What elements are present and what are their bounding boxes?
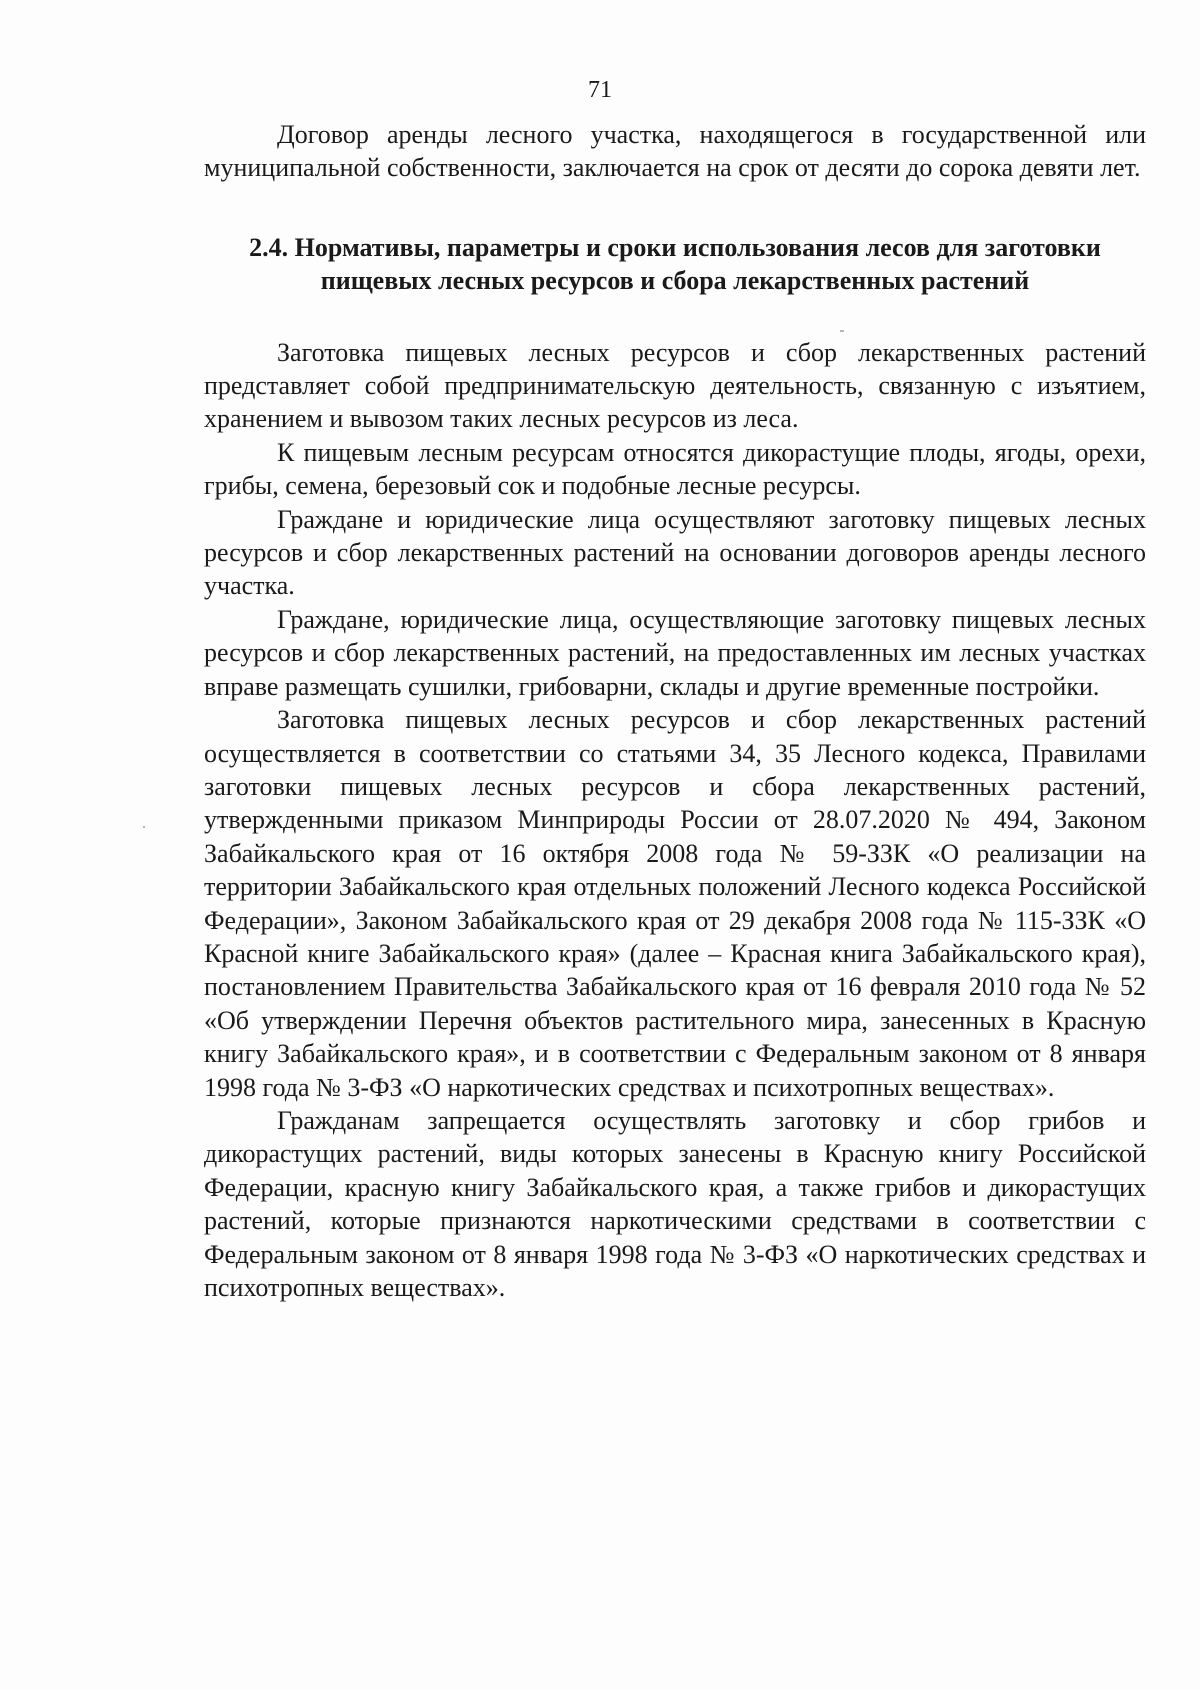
body-paragraph: Гражданам запрещается осуществлять заготовку и сбор грибов и дикорастущих растений, виды которых занесены в Красную книгу Российской Федерации, красную книгу Забайкальского края, а также грибов и дикорастущих растений, которые признаются наркотическими средствами в соответствии с Федеральным законом от 8 января 1998 года № 3-ФЗ «О наркотических средствах и психотропных веществах». [204,1105,1146,1302]
body-paragraph: Граждане, юридические лица, осуществляющие заготовку пищевых лесных ресурсов и сбор лекарственных растений, на предоставленных им лесных участках вправе размещать сушилки, грибоварни, склады и другие временные постройки. [204,604,1146,701]
page-number: 71 [588,77,612,103]
document-body [204,118,1146,1304]
body-paragraph: Заготовка пищевых лесных ресурсов и сбор лекарственных растений осуществляется в соответствии со статьями 34, 35 Лесного кодекса, Правилами заготовки пищевых лесных ресурсов и сбора лекарственных растений, утвержденными приказом Минприроды России от 28.07.2020 № 494, Законом Забайкальского края от 16 октября 2008 года № 59-ЗЗК «О реализации на территории Забайкальского края отдельных положений Лесного кодекса Российской Федерации», Законом Забайкальского края от 29 декабря 2008 года № 115-ЗЗК «О Красной книге Забайкальского края» (далее – Красная книга Забайкальского края), постановлением Правительства Забайкальского края от 16 февраля 2010 года № 52 «Об утверждении Перечня объектов растительного мира, занесенных в Красную книгу Забайкальского края», и в соответствии с Федеральным законом от 8 января 1998 года № 3-ФЗ «О наркотических средствах и психотропных веществах». [204,705,1146,1102]
section-heading: 2.4. Нормативы, параметры и сроки использования лесов для заготовки пищевых лесных ресурсов и сбора лекарственных растений [249,232,1101,296]
body-paragraph: К пищевым лесным ресурсам относятся дикорастущие плоды, ягоды, орехи, грибы, семена, березовый сок и подобные лесные ресурсы. [204,437,1146,501]
scan-speck [143,826,145,828]
intro-paragraph: Договор аренды лесного участка, находящегося в государственной или муниципальной собственности, заключается на срок от десяти до сорока девяти лет. [204,120,1146,183]
body-paragraph: Граждане и юридические лица осуществляют заготовку пищевых лесных ресурсов и сбор лекарственных растений на основании договоров аренды лесного участка. [204,504,1146,601]
body-paragraph: Заготовка пищевых лесных ресурсов и сбор лекарственных растений представляет собой предпринимательскую деятельность, связанную с изъятием, хранением и вывозом таких лесных ресурсов из леса. [204,337,1146,434]
